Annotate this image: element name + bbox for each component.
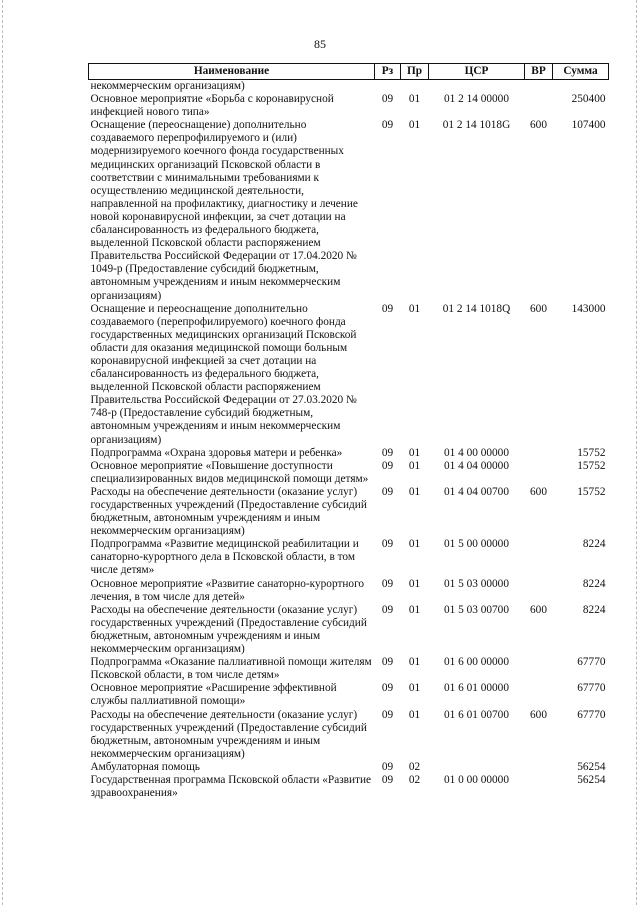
cell-rz: 09 [381,773,394,786]
cell-name: Расходы на обеспечение деятельности (оказание услуг) государственных учреждений (Предоставление субсидий бюджетным, автономным учреждениям и иным некоммерческим организациям) [90,603,367,656]
cell-sum: 8224 [582,603,606,616]
header-vr: ВР [525,64,553,80]
cell-sum [553,80,609,94]
cell-rz: 09 [381,656,394,669]
table-row [89,119,609,302]
cell-vr: 600 [530,119,547,132]
cell-vr [525,460,553,486]
table-row [89,538,609,577]
cell-pr [401,80,429,94]
cell-vr [525,656,553,682]
cell-rz: 09 [381,760,394,773]
cell-sum: 15752 [577,459,606,472]
cell-csr: 01 5 00 00000 [444,538,509,551]
cell-csr: 01 0 00 00000 [444,773,509,786]
cell-rz: 09 [381,119,394,132]
cell-rz: 09 [381,682,394,695]
header-rz: Рз [375,64,401,80]
cell-csr: 01 2 14 00000 [444,93,509,106]
cell-csr: 01 4 00 00000 [444,446,509,459]
cell-name: Оснащение (переоснащение) дополнительно создаваемого перепрофилируемого и (или) модернизируемого коечного фонда государственных медицинских организаций Псковской области в соответствии с минимальными требованиями к осуществлению медицинской деятельности, направленной на профилактику, диагностику и лечение новой коронавирусной инфекции, за счет дотации на сбалансированность из федерального бюджета, выделенной Псковской области распоряжением Правительства Российской Федерации от 17.04.2020 № 1049-р (Предоставление субсидий бюджетным, автономным учреждениям и иным некоммерческим организациям) [90,119,358,302]
cell-sum: 67770 [577,682,606,695]
cell-vr: 600 [530,708,547,721]
cell-name: Расходы на обеспечение деятельности (оказание услуг) государственных учреждений (Предоставление субсидий бюджетным, автономным учреждениям и иным некоммерческим организациям) [90,485,367,538]
cell-csr: 01 2 14 1018G [442,119,511,132]
cell-name: Подпрограмма «Оказание паллиативной помощи жителям Псковской области, в том числе детям» [90,656,372,682]
table-row [89,578,609,604]
cell-sum: 67770 [577,656,606,669]
cell-rz: 09 [381,302,394,315]
page-number: 85 [314,37,326,51]
scan-right-edge [636,0,637,905]
cell-name: Подпрограмма «Развитие медицинской реабилитации и санаторно-курортного дела в Псковской области, в том числе детям» [90,538,359,577]
cell-vr [525,80,553,94]
cell-sum: 15752 [577,485,606,498]
table-row [89,604,609,656]
cell-sum: 56254 [577,773,606,786]
cell-rz [375,80,401,94]
cell-sum: 67770 [577,708,606,721]
cell-pr: 01 [408,302,421,315]
header-name: Наименование [89,64,375,80]
cell-csr [429,761,525,774]
cell-name: Основное мероприятие «Повышение доступности специализированных видов медицинской помощи детям» [90,459,369,485]
header-pr: Пр [401,64,429,80]
cell-vr [525,578,553,604]
cell-sum: 143000 [571,302,606,315]
cell-sum: 107400 [571,119,606,132]
cell-name: некоммерческим организациям) [90,80,245,92]
cell-csr: 01 6 00 00000 [444,656,509,669]
cell-rz: 09 [381,93,394,106]
budget-table [88,63,609,800]
table-row [89,486,609,538]
cell-csr: 01 5 03 00700 [444,603,509,616]
cell-vr [525,682,553,708]
cell-rz: 09 [381,446,394,459]
cell-pr: 01 [408,119,421,132]
cell-csr: 01 5 03 00000 [444,577,509,590]
cell-rz: 09 [381,603,394,616]
cell-name: Оснащение и переоснащение дополнительно создаваемого (перепрофилируемого) коечного фонда государственных медицинских организаций Псковской области для оказания медицинской помощи больным коронавирусной инфекцией за счет дотации на сбалансированность из федерального бюджета, выделенной Псковской области распоряжением Правительства Российской Федерации от 27.03.2020 № 748-р (Предоставление субсидий бюджетным, автономным учреждениям и иным некоммерческим организациям) [90,302,357,446]
cell-name: Амбулаторная помощь [90,760,200,773]
table-row [89,656,609,682]
table-row [89,682,609,708]
table-header-row [89,64,609,80]
cell-pr: 01 [408,93,421,106]
cell-vr [525,93,553,119]
cell-vr [525,447,553,460]
table-row [89,303,609,447]
header-csr: ЦСР [429,64,525,80]
table-row [89,774,609,800]
cell-pr: 01 [408,485,421,498]
cell-csr: 01 2 14 1018Q [442,302,511,315]
cell-name: Государственная программа Псковской области «Развитие здравоохранения» [90,773,372,800]
cell-vr: 600 [530,302,547,315]
cell-vr: 600 [530,485,547,498]
cell-pr: 02 [408,773,421,786]
cell-pr: 01 [408,682,421,695]
table-row [89,80,609,94]
cell-pr: 01 [408,708,421,721]
cell-pr: 02 [408,760,421,773]
cell-name: Основное мероприятие «Расширение эффективной службы паллиативной помощи» [90,682,337,708]
cell-sum: 56254 [577,760,606,773]
cell-vr [525,761,553,774]
table-body [89,80,609,801]
cell-pr: 01 [408,603,421,616]
cell-pr: 01 [408,577,421,590]
cell-csr: 01 4 04 00700 [444,485,509,498]
cell-rz: 09 [381,459,394,472]
table-row [89,93,609,119]
cell-rz: 09 [381,485,394,498]
header-sum: Сумма [553,64,609,80]
cell-csr [429,80,525,94]
scan-left-edge [2,0,3,905]
table-row [89,761,609,774]
table-row [89,447,609,460]
cell-csr: 01 4 04 00000 [444,459,509,472]
cell-csr: 01 6 01 00000 [444,682,509,695]
cell-pr: 01 [408,446,421,459]
table-row [89,709,609,761]
cell-vr [525,538,553,577]
cell-name: Основное мероприятие «Борьба с коронавирусной инфекцией нового типа» [90,93,334,119]
cell-sum: 8224 [582,577,606,590]
cell-rz: 09 [381,708,394,721]
cell-vr [525,774,553,800]
cell-pr: 01 [408,459,421,472]
cell-vr: 600 [530,603,547,616]
cell-name: Расходы на обеспечение деятельности (оказание услуг) государственных учреждений (Предоставление субсидий бюджетным, автономным учреждениям и иным некоммерческим организациям) [90,708,367,760]
cell-pr: 01 [408,656,421,669]
cell-sum: 8224 [582,538,606,551]
cell-sum: 15752 [577,446,606,459]
table-row [89,460,609,486]
cell-rz: 09 [381,577,394,590]
cell-csr: 01 6 01 00700 [444,708,509,721]
cell-name: Основное мероприятие «Развитие санаторно-курортного лечения, в том числе для детей» [90,577,365,603]
cell-rz: 09 [381,538,394,551]
cell-sum: 250400 [571,93,606,106]
cell-name: Подпрограмма «Охрана здоровья матери и ребенка» [90,446,343,459]
cell-pr: 01 [408,538,421,551]
